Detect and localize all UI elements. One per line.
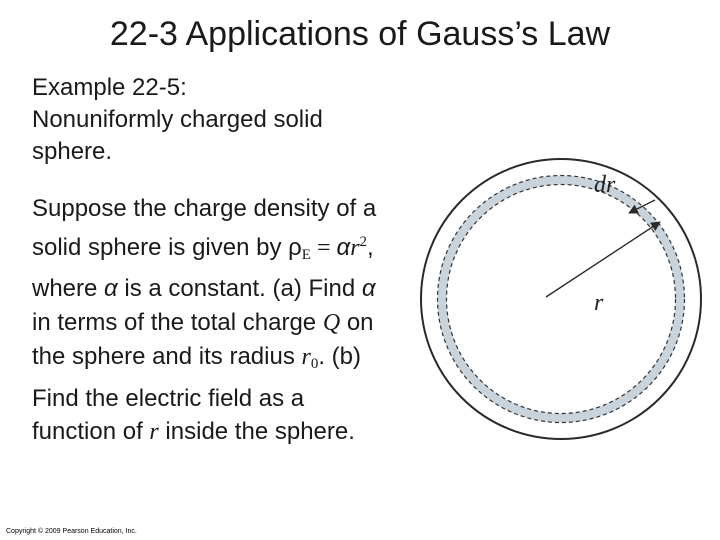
- alpha-symbol: α: [104, 275, 118, 302]
- problem-statement: [32, 192, 392, 450]
- example-number: Example 22-5:: [32, 74, 187, 101]
- example-heading: [32, 72, 392, 168]
- square-exponent: 2: [359, 233, 368, 250]
- text-period: .: [318, 343, 326, 370]
- alpha-symbol: α: [361, 275, 376, 302]
- r0-subscript: 0: [310, 356, 319, 372]
- text-terms: in terms of the total charge: [32, 308, 323, 336]
- copyright-notice: Copyright © 2009 Pearson Education, Inc.: [6, 528, 137, 535]
- rho-symbol: ρ: [288, 233, 302, 261]
- r-variable: r: [301, 344, 311, 370]
- r-variable: r: [350, 234, 360, 261]
- charge-q-variable: Q: [322, 309, 341, 336]
- r-variable: r: [149, 419, 159, 445]
- slide-title: 22-3 Applications of Gauss’s Law: [109, 15, 611, 53]
- text-where: , where: [32, 233, 374, 302]
- text-part-b: (b) Find the electric field as a function of: [32, 343, 362, 445]
- text-on-sphere: on the sphere and its radius: [32, 308, 374, 370]
- outer-sphere-circle: [421, 159, 701, 439]
- text-end: inside the sphere.: [158, 418, 355, 445]
- alpha-symbol: α: [336, 233, 351, 261]
- text-constant: is a constant. (a) Find: [117, 275, 362, 302]
- sphere-diagram: [418, 138, 708, 460]
- equals-sign: =: [310, 234, 337, 261]
- dr-label: dr: [594, 172, 616, 198]
- rho-subscript: E: [301, 246, 311, 263]
- r-label: r: [594, 290, 604, 316]
- text-intro: Suppose the charge density of a solid sphere is given by: [32, 195, 377, 261]
- example-subtitle: Nonuniformly charged solid sphere.: [32, 106, 323, 165]
